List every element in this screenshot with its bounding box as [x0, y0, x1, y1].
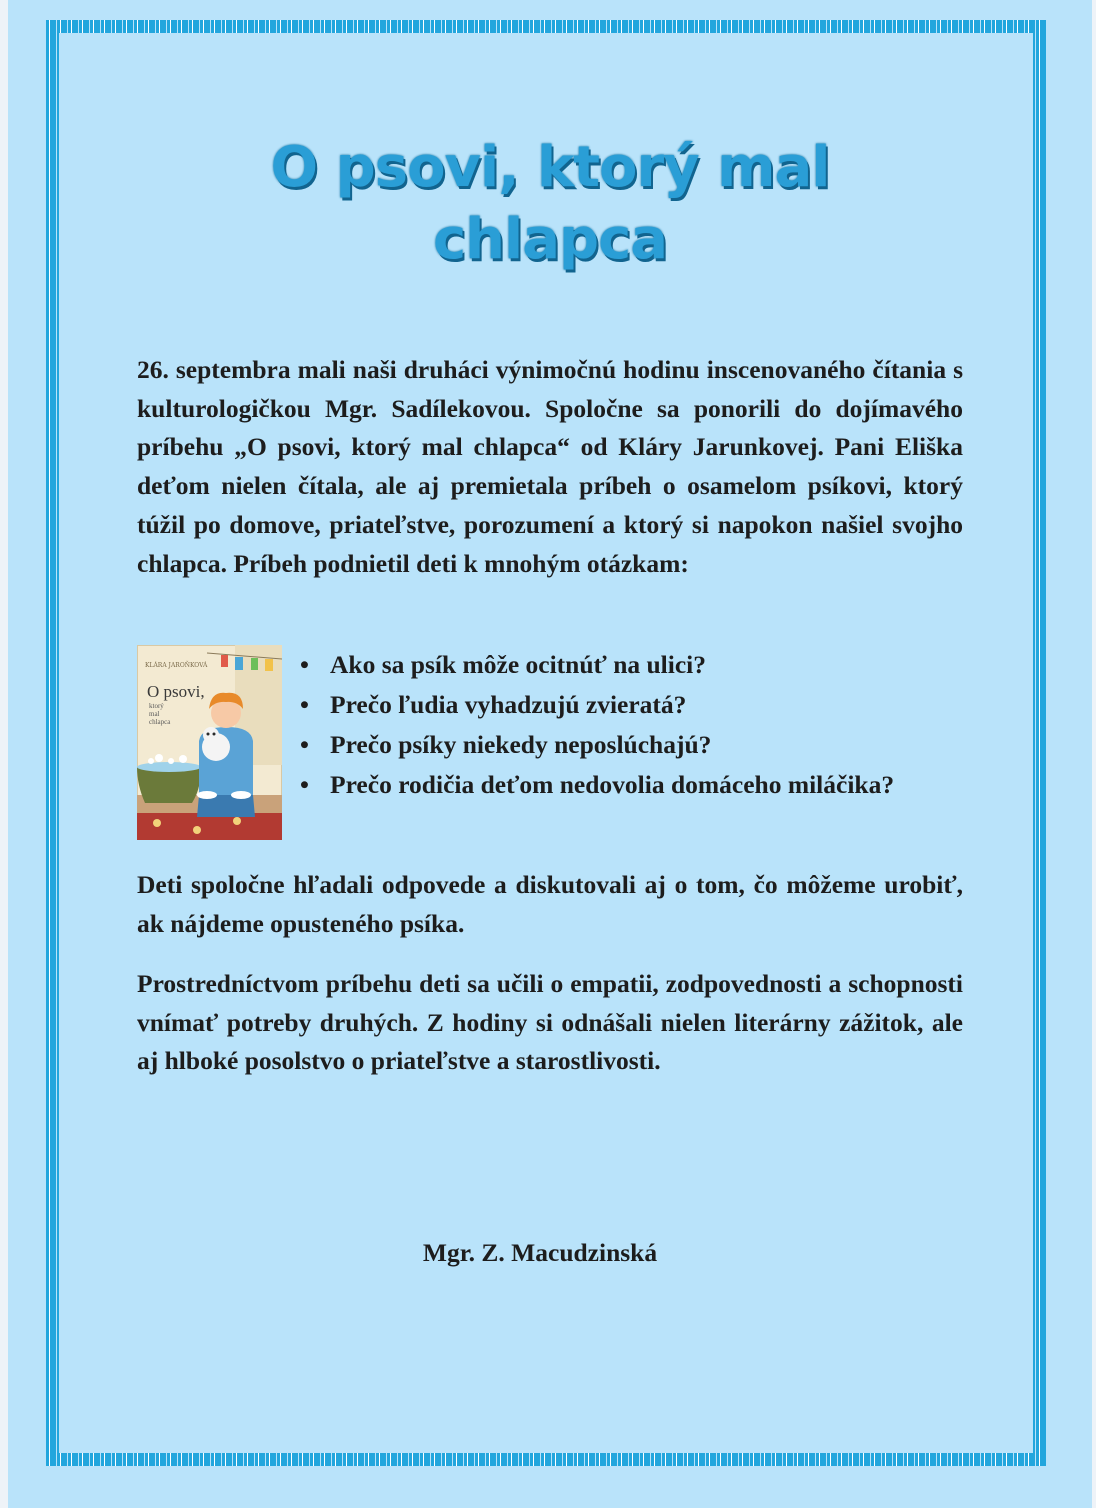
discussion-paragraph: Deti spoločne hľadali odpovede a diskutovali aj o tom, čo môžeme urobiť, ak nájdeme opusteného psíka. [137, 870, 963, 938]
conclusion-paragraph: Prostredníctvom príbehu deti sa učili o empatii, zodpovednosti a schopnosti vnímať potreby druhých. Z hodiny si odnášali nielen literárny zážitok, ale aj hlboké posolstvo o priateľstve a starostlivosti. [137, 969, 963, 1076]
page-title: O psovi, ktorý mal chlapca [270, 135, 830, 272]
book-author: KLÁRA JAROŇKOVÁ [145, 662, 208, 669]
list-item [300, 685, 940, 725]
list-item [300, 725, 940, 765]
list-item [300, 765, 940, 805]
question-text: Prečo psíky niekedy neposlúchajú? [330, 730, 712, 759]
question-text: Ako sa psík môže ocitnúť na ulici? [330, 650, 707, 679]
bullet-icon: • [300, 690, 309, 719]
question-text: Prečo rodičia deťom nedovolia domáceho miláčika? [330, 770, 895, 799]
bullet-icon: • [300, 650, 309, 679]
bullet-icon: • [300, 770, 309, 799]
question-text: Prečo ľudia vyhadzujú zvieratá? [330, 690, 687, 719]
book-title-line-3: mal [149, 710, 160, 718]
book-cover-illustration [137, 645, 282, 840]
intro-paragraph: 26. septembra mali naši druháci výnimočnú hodinu inscenovaného čítania s kulturologičkou Mgr. Sadílekovou. Spoločne sa ponorili do dojímavého príbehu „O psovi, ktorý mal chlapca“ od Kláry Jarunkovej. Pani Eliška deťom nielen čítala, ale aj premietala príbeh o osamelom psíkovi, ktorý túžil po domove, priateľstve, porozumení a ktorý si napokon našiel svojho chlapca. Príbeh podnietil deti k mnohým otázkam: [137, 355, 963, 578]
book-title-main: O psovi, [147, 682, 205, 701]
bullet-icon: • [300, 730, 309, 759]
book-title-line-2: ktorý [149, 702, 164, 710]
author-signature: Mgr. Z. Macudzinská [422, 1238, 658, 1267]
list-item [300, 645, 940, 685]
book-cover-image [137, 645, 282, 840]
book-title-line-4: chlapca [149, 718, 171, 726]
questions-list [300, 645, 940, 805]
